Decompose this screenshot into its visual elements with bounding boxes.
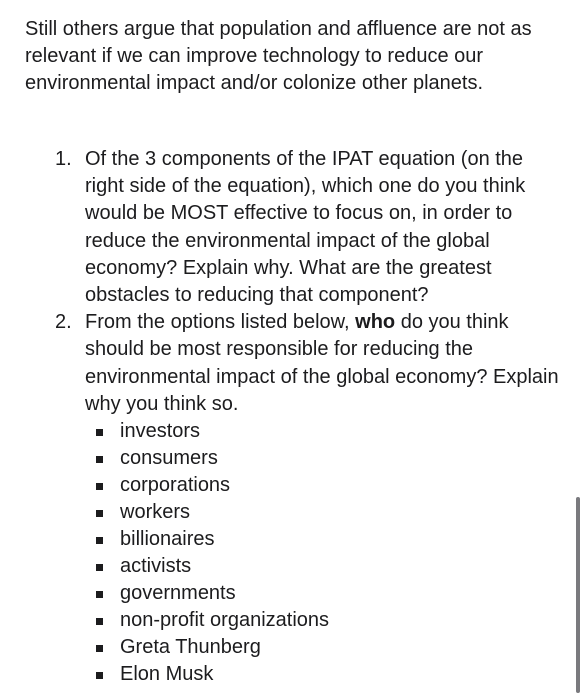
option-label: billionaires: [120, 528, 215, 551]
list-item: [0, 499, 565, 526]
option-label: consumers: [120, 447, 218, 470]
list-item: [0, 634, 565, 661]
list-item: [0, 526, 565, 553]
option-label: workers: [120, 501, 191, 524]
list-item: [0, 418, 565, 445]
list-item: [0, 580, 565, 607]
square-bullet-icon: [96, 456, 103, 463]
list-item: [0, 445, 565, 472]
intro-paragraph: Still others argue that population and affluence are not as relevant if we can improve technology to reduce our environmental impact and/or colonize other planets.: [25, 18, 532, 94]
square-bullet-icon: [96, 645, 103, 652]
list-item: [0, 472, 565, 499]
question-1: [0, 146, 565, 309]
question-text: [85, 311, 559, 415]
option-label: activists: [120, 555, 192, 578]
responsibility-options-list: [0, 418, 565, 688]
square-bullet-icon: [96, 429, 103, 436]
list-item: [0, 607, 565, 634]
square-bullet-icon: [96, 483, 103, 490]
square-bullet-icon: [96, 564, 103, 571]
square-bullet-icon: [96, 510, 103, 517]
question-number: 2.: [55, 311, 72, 334]
option-label: corporations: [120, 474, 231, 497]
square-bullet-icon: [96, 672, 103, 679]
square-bullet-icon: [96, 591, 103, 598]
option-label: investors: [120, 420, 201, 443]
question-text-start: From the options listed below,: [85, 311, 356, 334]
square-bullet-icon: [96, 537, 103, 544]
question-text-end: do you think should be most responsible for reducing the environmental impact of the global economy? Explain why you think so.: [85, 311, 559, 415]
option-label: Elon Musk: [120, 663, 214, 686]
vertical-scrollbar[interactable]: [576, 497, 580, 693]
option-label: non-profit organizations: [120, 609, 330, 632]
list-item: [0, 553, 565, 580]
question-text-emphasis: who: [355, 311, 396, 334]
square-bullet-icon: [96, 618, 103, 625]
question-number: 1.: [55, 148, 72, 170]
option-label: governments: [120, 582, 236, 605]
question-list: [0, 146, 587, 688]
list-item: [0, 661, 565, 688]
question-2: [0, 309, 565, 688]
question-text: Of the 3 components of the IPAT equation (on the right side of the equation), which one do you think would be MOST effective to focus on, in order to reduce the environmental impact of the global economy? Explain why. What are the greatest obstacles to reducing that component?: [85, 148, 526, 307]
option-label: Greta Thunberg: [120, 636, 261, 659]
